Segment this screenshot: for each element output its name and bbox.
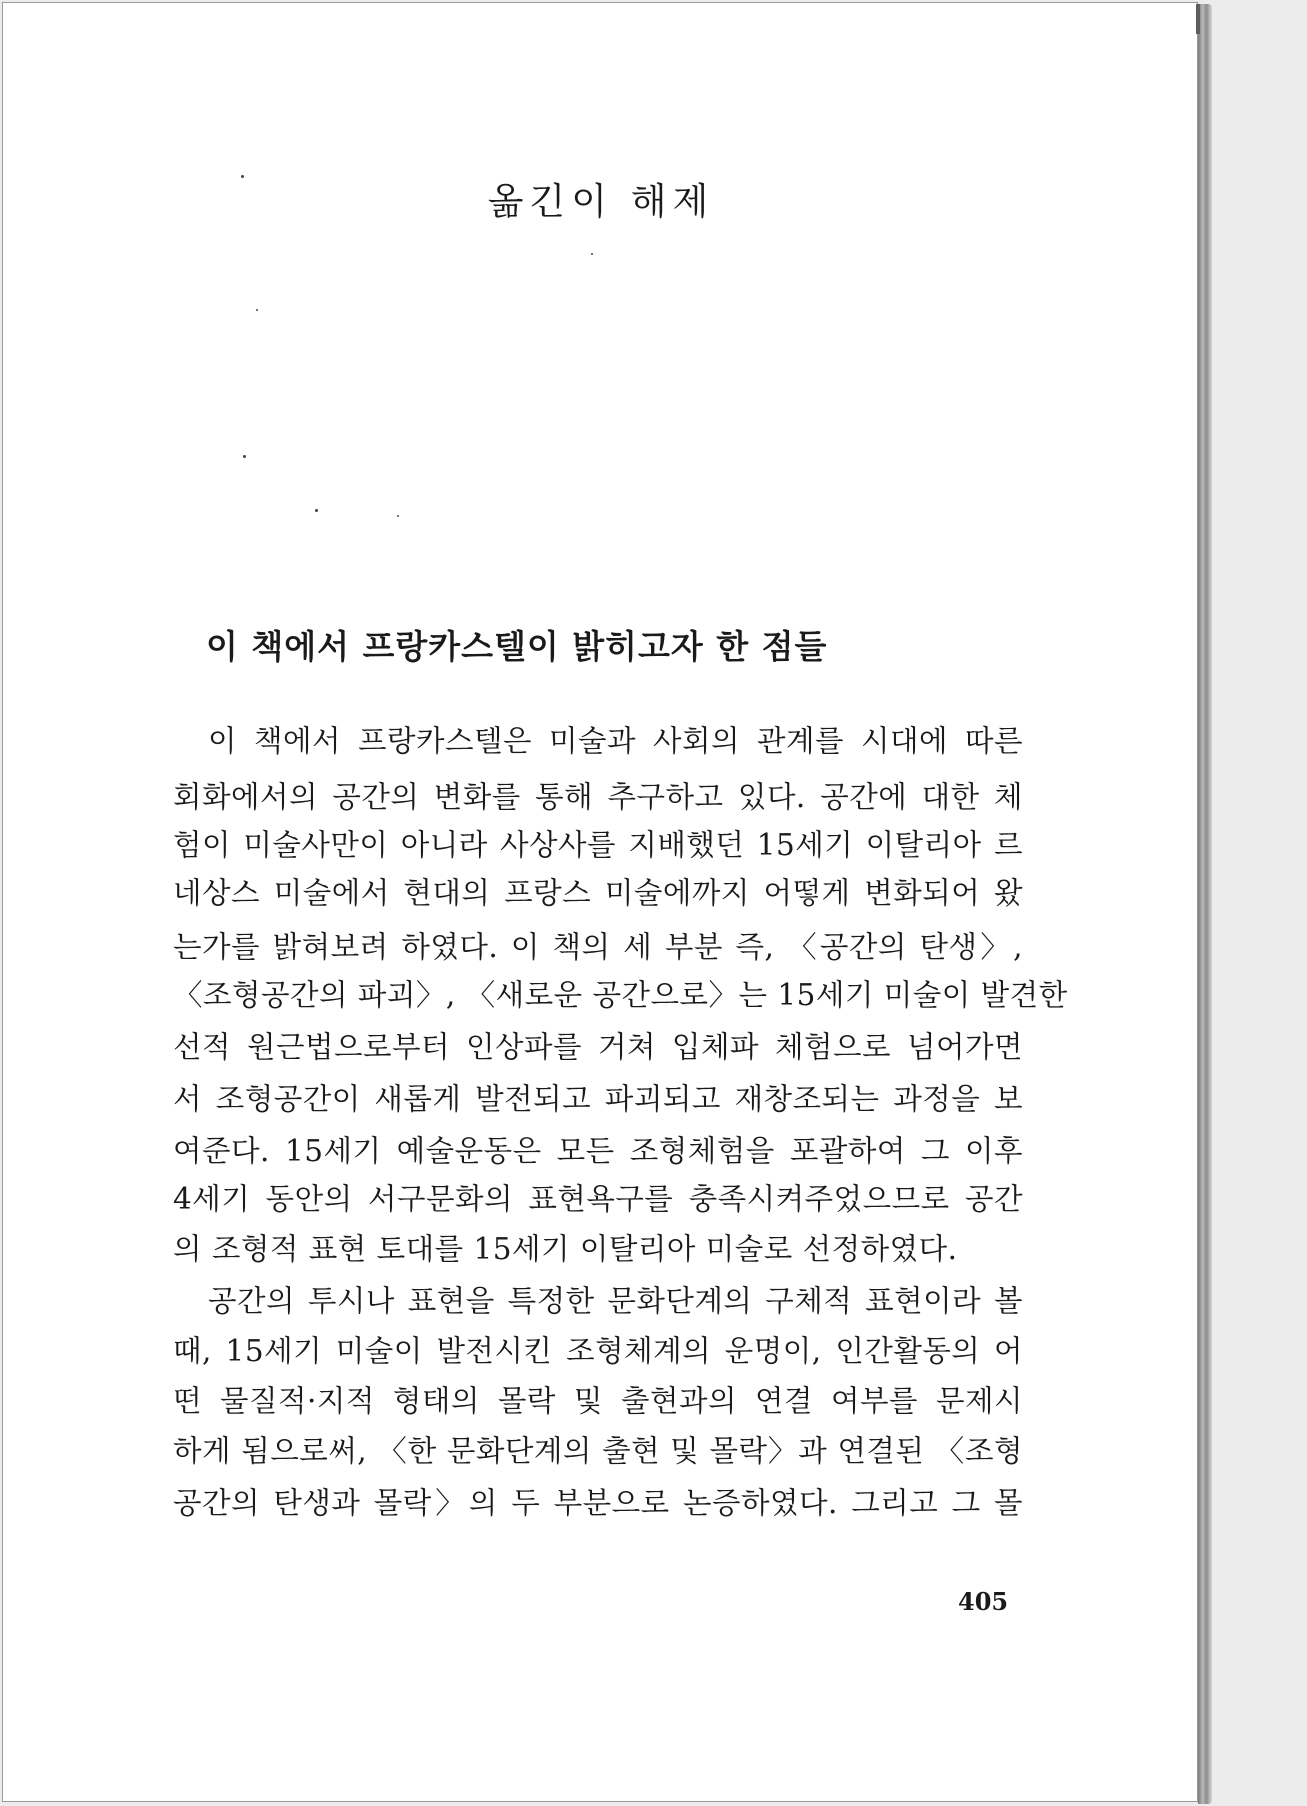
scan-speck (241, 175, 244, 178)
text-line: 하게 됨으로써, 〈한 문화단계의 출현 및 몰락〉과 연결된 〈조형 (173, 1434, 1023, 1468)
page-corner-fold (1196, 4, 1200, 34)
text-line: 이 책에서 프랑카스텔은 미술과 사회의 관계를 시대에 따른 (208, 724, 1023, 758)
text-line: 회화에서의 공간의 변화를 통해 추구하고 있다. 공간에 대한 체 (173, 780, 1023, 814)
text-line: 선적 원근법으로부터 인상파를 거쳐 입체파 체험으로 넘어가면 (173, 1030, 1023, 1064)
text-line: 떤 물질적·지적 형태의 몰락 및 출현과의 연결 여부를 문제시 (173, 1384, 1023, 1418)
text-line: 때, 15세기 미술이 발전시킨 조형체계의 운명이, 인간활동의 어 (173, 1334, 1023, 1368)
scan-speck (397, 515, 399, 517)
page-edge-shadow (1198, 4, 1212, 1804)
page-number: 405 (958, 1587, 1009, 1616)
book-page (2, 2, 1198, 1802)
scan-speck (591, 253, 593, 255)
section-heading: 이 책에서 프랑카스텔이 밝히고자 한 점들 (206, 627, 828, 666)
scan-speck (243, 455, 246, 458)
text-line: 4세기 동안의 서구문화의 표현욕구를 충족시켜주었으므로 공간 (173, 1182, 1023, 1216)
scan-speck (256, 309, 258, 311)
text-line: 공간의 투시나 표현을 특정한 문화단계의 구체적 표현이라 볼 (208, 1284, 1023, 1318)
text-line: 는가를 밝혀보려 하였다. 이 책의 세 부분 즉, 〈공간의 탄생〉, (173, 930, 1023, 964)
text-line: 네상스 미술에서 현대의 프랑스 미술에까지 어떻게 변화되어 왔 (173, 876, 1023, 910)
text-line: 험이 미술사만이 아니라 사상사를 지배했던 15세기 이탈리아 르 (173, 828, 1023, 862)
scan-speck (315, 509, 318, 512)
text-line: 〈조형공간의 파괴〉, 〈새로운 공간으로〉는 15세기 미술이 발견한 (173, 978, 1068, 1012)
text-line: 공간의 탄생과 몰락〉의 두 부분으로 논증하였다. 그리고 그 몰 (173, 1486, 1023, 1520)
text-line: 의 조형적 표현 토대를 15세기 이탈리아 미술로 선정하였다. (173, 1232, 958, 1266)
text-line: 여준다. 15세기 예술운동은 모든 조형체험을 포괄하여 그 이후 (173, 1134, 1023, 1168)
chapter-title: 옮긴이 해제 (487, 180, 715, 223)
text-line: 서 조형공간이 새롭게 발전되고 파괴되고 재창조되는 과정을 보 (173, 1082, 1023, 1116)
